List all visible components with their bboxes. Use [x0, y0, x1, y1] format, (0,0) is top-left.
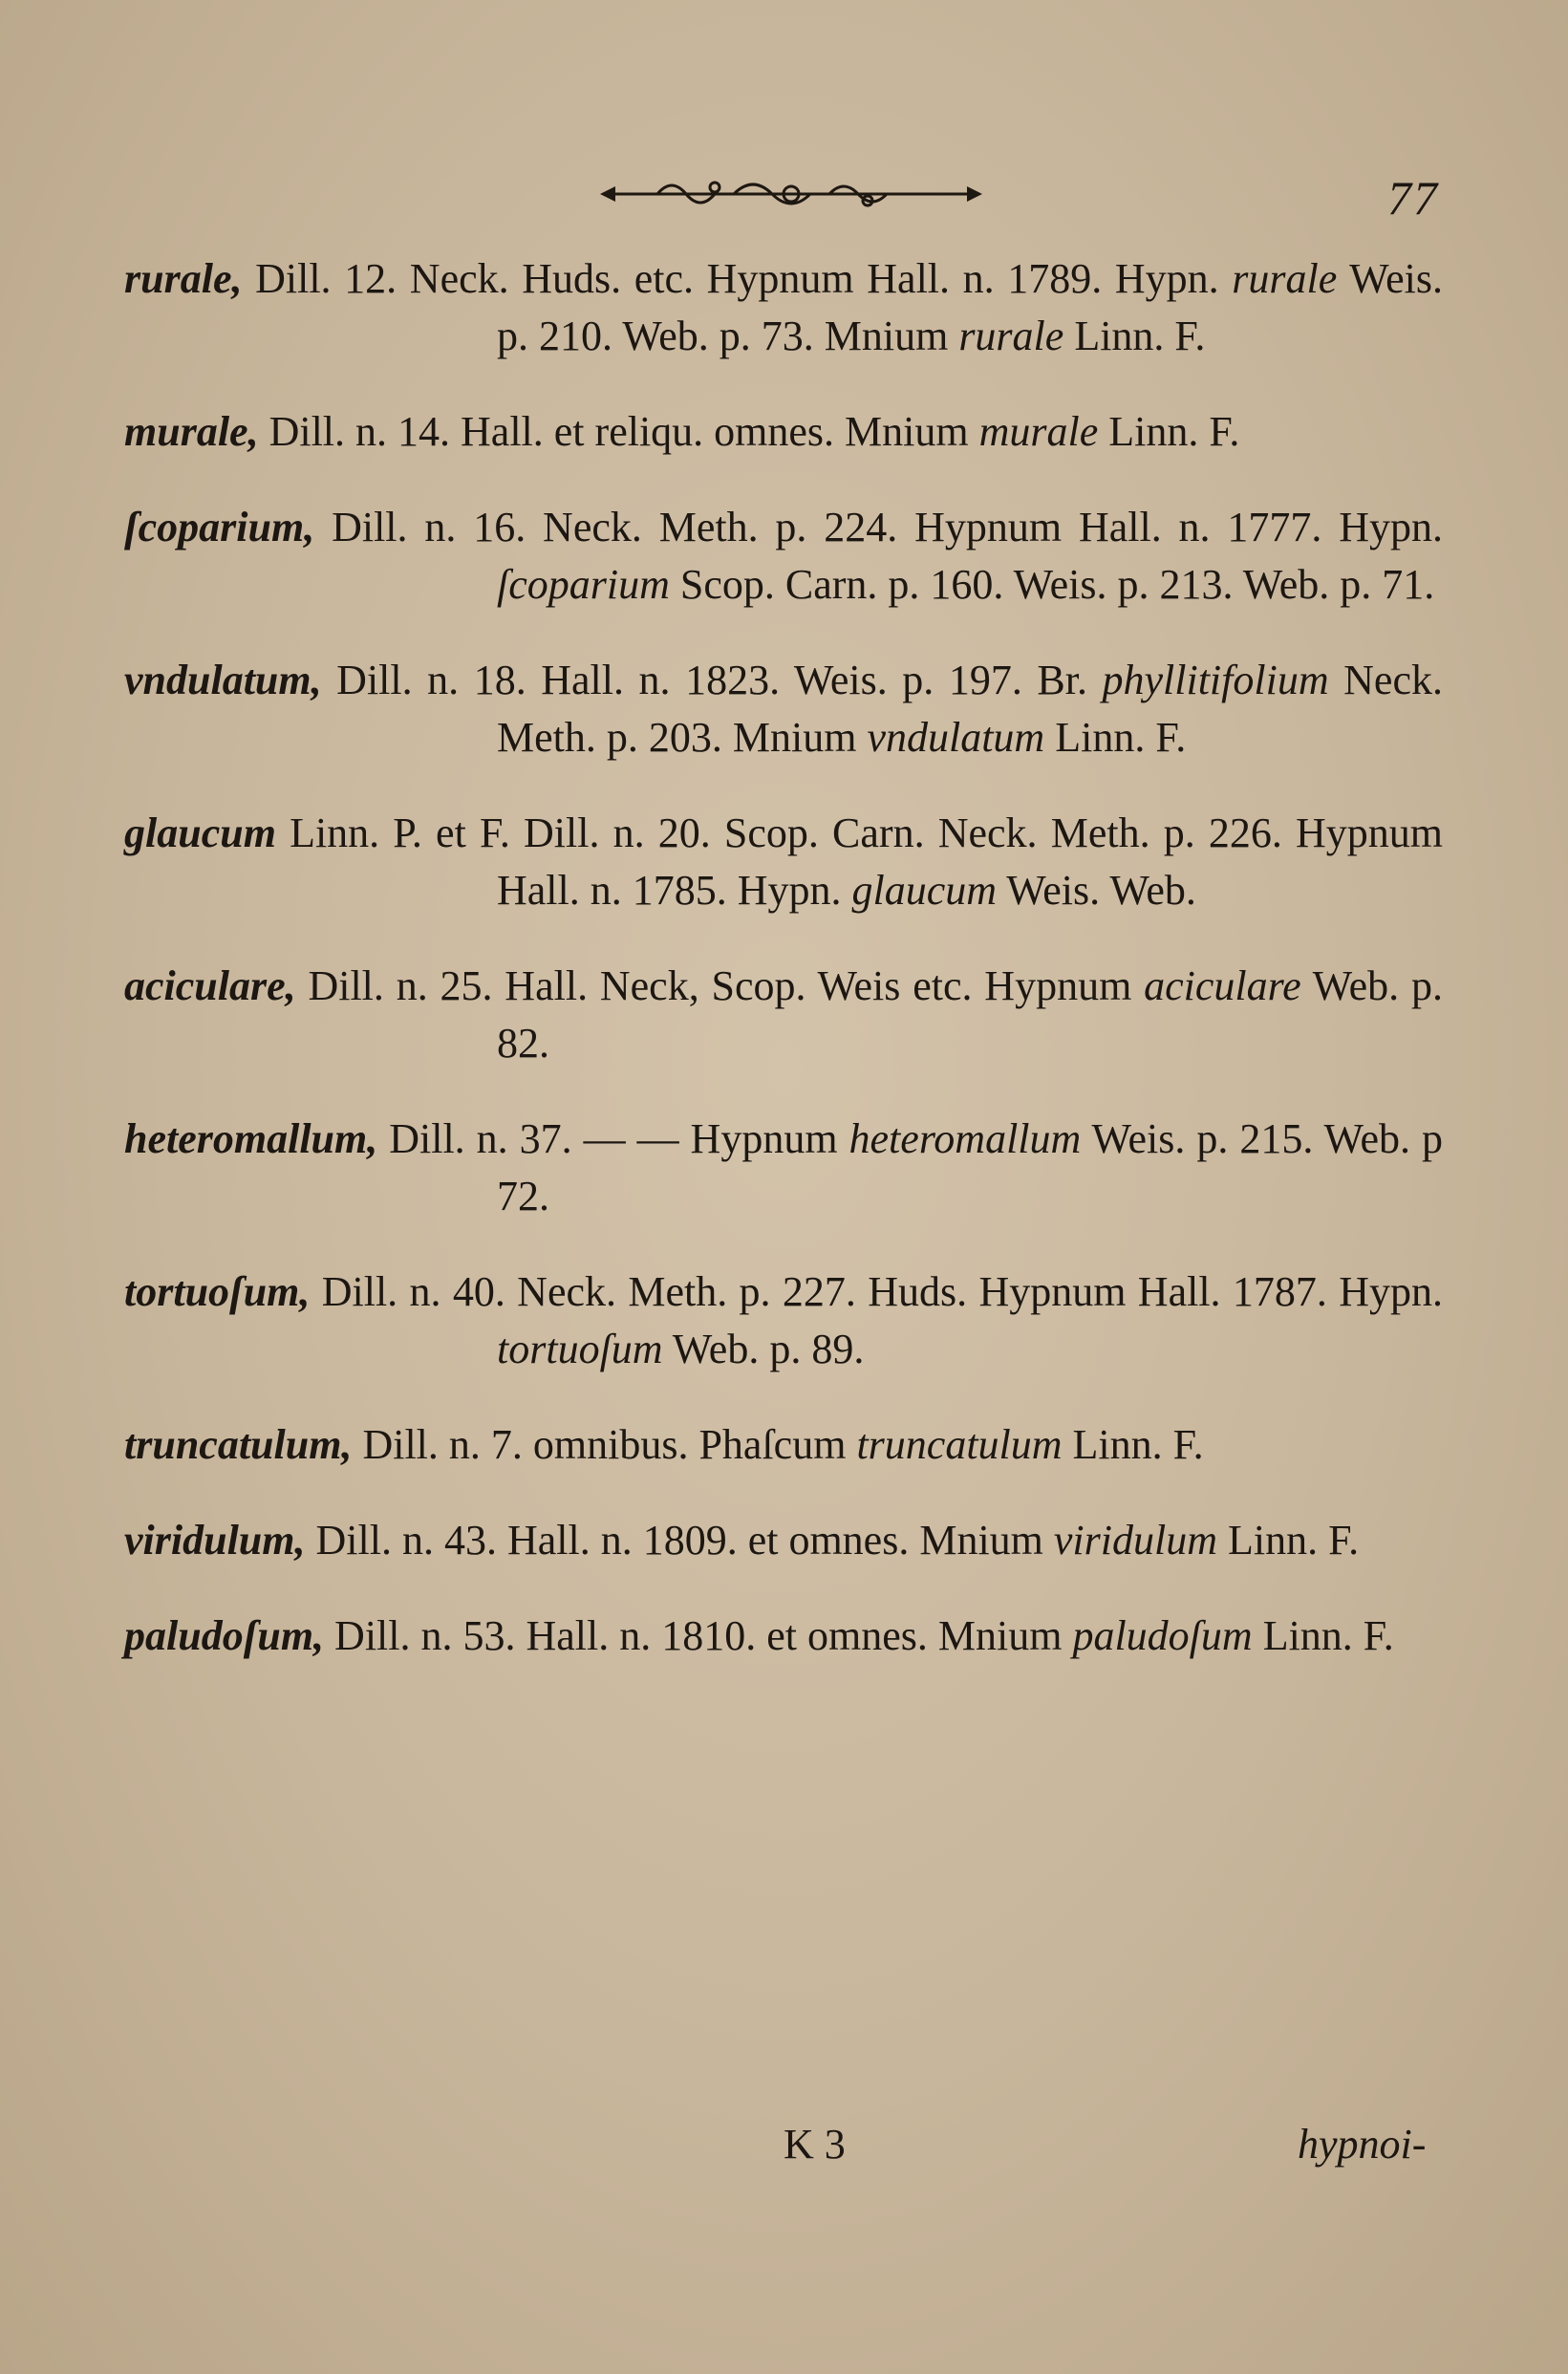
entry-text: Weis. Web.: [997, 867, 1196, 914]
entry-tortuosum: [124, 1263, 1443, 1378]
entry-aciculare: [124, 958, 1443, 1072]
entry-text: Linn. F.: [1063, 313, 1206, 359]
entry-text: Dill. n. 37. — — Hypnum: [377, 1115, 849, 1162]
species-name: viridulum,: [124, 1517, 306, 1564]
entry-murale: [124, 403, 1443, 461]
header-ornament-icon: [600, 170, 982, 218]
species-name: tortuoſum,: [124, 1268, 311, 1315]
italic-ref: tortuoſum: [497, 1326, 663, 1372]
page-number: 77: [1387, 171, 1439, 225]
entry-text: Dill. n. 7. omnibus. Phaſcum: [352, 1421, 857, 1468]
italic-ref: ſcoparium: [497, 561, 670, 608]
signature-mark: K 3: [784, 2121, 846, 2168]
entry-text: Dill. n. 18. Hall. n. 1823. Weis. p. 197. Br.: [321, 657, 1103, 703]
species-name: ſcoparium,: [124, 504, 315, 550]
species-name: glaucum: [124, 809, 276, 856]
italic-ref: vndulatum: [867, 714, 1045, 761]
italic-ref: rurale: [1232, 255, 1338, 302]
italic-ref: aciculare: [1144, 962, 1301, 1009]
entry-text: Linn. F.: [1062, 1421, 1204, 1468]
italic-ref: glaucum: [851, 867, 998, 914]
entry-text: Linn. F.: [1217, 1517, 1360, 1564]
entry-text: Dill. n. 40. Neck. Meth. p. 227. Huds. Hypnum Hall. 1787. Hypn.: [310, 1268, 1443, 1315]
entry-text: Dill. n. 14. Hall. et reliqu. omnes. Mnium: [258, 408, 979, 455]
entry-glaucum: [124, 805, 1443, 919]
species-name: aciculare,: [124, 962, 296, 1009]
entry-text: Linn. F.: [1252, 1612, 1394, 1659]
italic-ref: rurale: [958, 313, 1064, 359]
entry-text: Neck. Meth. p. 203. Mnium: [497, 657, 1443, 761]
entry-text: Web. p. 82.: [497, 962, 1443, 1067]
entry-truncatulum: [124, 1416, 1443, 1474]
entry-text: Linn. F.: [1044, 714, 1187, 761]
italic-ref: murale: [978, 408, 1099, 455]
entry-heteromallum: [124, 1111, 1443, 1225]
entry-text: Dill. n. 25. Hall. Neck, Scop. Weis etc. Hypnum: [295, 962, 1145, 1009]
species-name: paludoſum,: [124, 1612, 325, 1659]
entry-undulatum: [124, 652, 1443, 766]
italic-ref: truncatulum: [856, 1421, 1063, 1468]
species-name: heteromallum,: [124, 1115, 378, 1162]
italic-ref: paludoſum: [1072, 1612, 1253, 1659]
entry-text: Dill. n. 53. Hall. n. 1810. et omnes. Mnium: [324, 1612, 1073, 1659]
italic-ref: heteromallum: [848, 1115, 1082, 1162]
species-name: rurale,: [124, 255, 243, 302]
entry-text: Linn. F.: [1098, 408, 1240, 455]
species-name: murale,: [124, 408, 259, 455]
entry-text: Linn. P. et F. Dill. n. 20. Scop. Carn. Neck. Meth. p. 226. Hypnum Hall. n. 1785. Hypn.: [275, 809, 1443, 914]
species-name: truncatulum,: [124, 1421, 353, 1468]
entry-text: Dill. 12. Neck. Huds. etc. Hypnum Hall. n. 1789. Hypn.: [242, 255, 1233, 302]
entry-scoparium: [124, 499, 1443, 614]
entry-text: Dill. n. 43. Hall. n. 1809. et omnes. Mnium: [305, 1517, 1054, 1564]
entry-paludosum: [124, 1608, 1443, 1665]
entry-rurale: [124, 250, 1443, 365]
entry-viridulum: [124, 1512, 1443, 1569]
italic-ref: viridulum: [1053, 1517, 1218, 1564]
italic-ref: phyllitifolium: [1102, 657, 1329, 703]
catchword: hypnoi-: [1298, 2121, 1427, 2168]
species-name: vndulatum,: [124, 657, 322, 703]
species-entries: [124, 250, 1443, 1703]
entry-text: Scop. Carn. p. 160. Weis. p. 213. Web. p. 71.: [669, 561, 1435, 608]
entry-text: Weis. p. 210. Web. p. 73. Mnium: [497, 255, 1444, 359]
entry-text: Dill. n. 16. Neck. Meth. p. 224. Hypnum Hall. n. 1777. Hypn.: [314, 504, 1443, 550]
entry-text: Weis. p. 215. Web. p 72.: [497, 1115, 1444, 1219]
entry-text: Web. p. 89.: [662, 1326, 865, 1372]
